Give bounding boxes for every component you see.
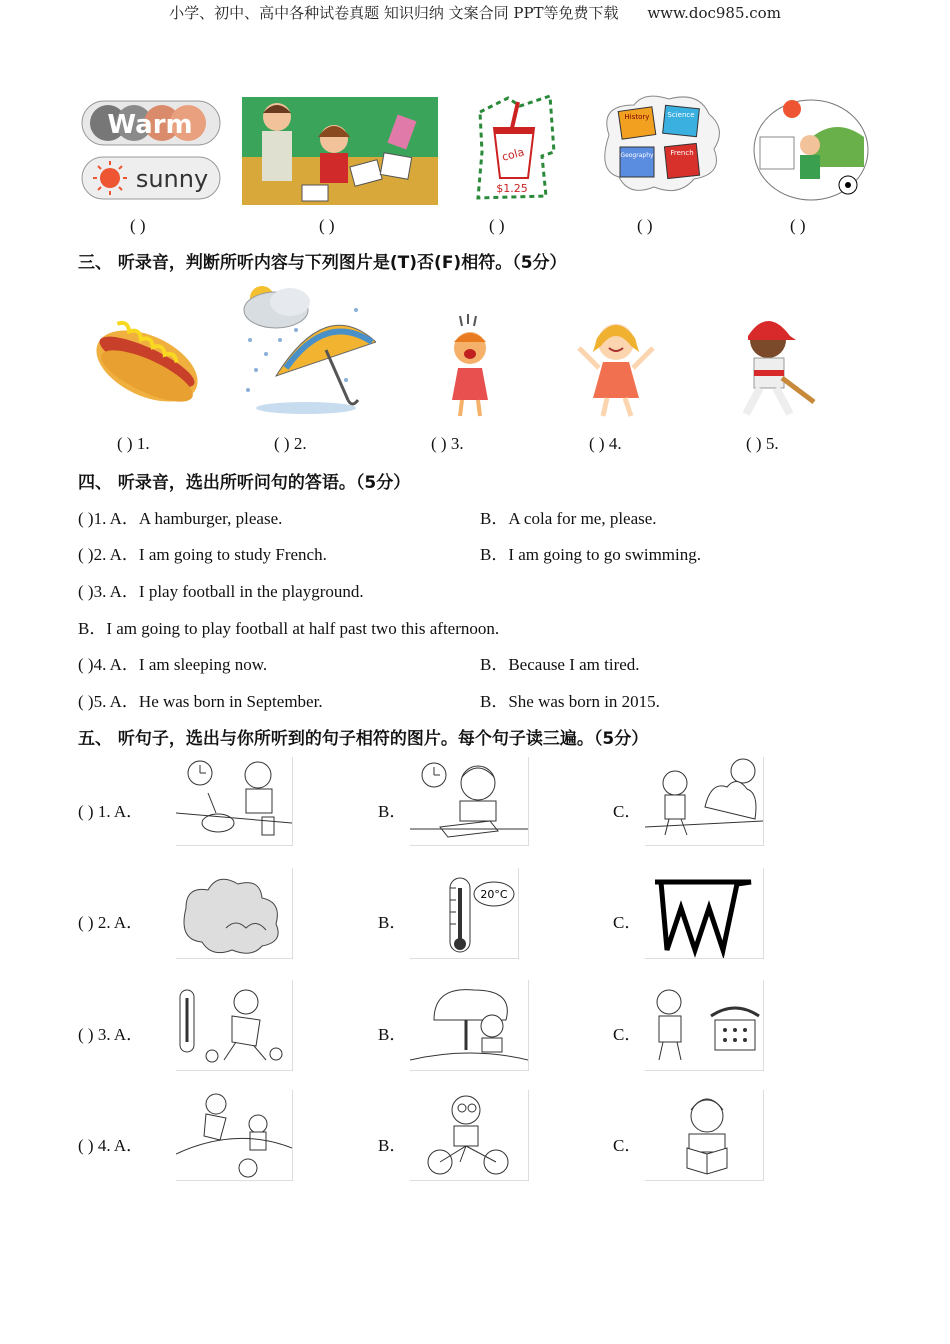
thermometer-label: 20°C bbox=[480, 888, 508, 901]
header-url: www.doc985.com bbox=[647, 4, 781, 22]
top-blank-1[interactable]: ( ) bbox=[130, 216, 146, 235]
sec5-row3-a-label[interactable]: ( ) 3. A． bbox=[78, 1025, 144, 1044]
hotdog-picture bbox=[88, 310, 206, 418]
crying-girl-picture bbox=[438, 312, 502, 418]
sec5-q2-c-picture[interactable] bbox=[645, 868, 764, 959]
sec5-q4-c-picture[interactable] bbox=[645, 1090, 764, 1181]
q1-option-a[interactable]: ( )1. A．A hamburger, please. bbox=[78, 509, 283, 528]
warm-sunny-picture bbox=[80, 97, 225, 205]
sec5-row2-b-label: B． bbox=[378, 913, 407, 932]
cola-text: cola bbox=[500, 145, 526, 164]
sec5-q1-a-picture[interactable] bbox=[176, 757, 293, 846]
q3-option-a[interactable]: ( )3. A．I play football in the playground. bbox=[78, 582, 364, 601]
sec5-q4-a-picture[interactable] bbox=[176, 1090, 293, 1181]
book-history: History bbox=[624, 113, 650, 121]
top-blank-2[interactable]: ( ) bbox=[319, 216, 335, 235]
section4-title: 四、 听录音，选出所听问句的答语。（5分） bbox=[78, 473, 411, 493]
top-blank-4[interactable]: ( ) bbox=[637, 216, 653, 235]
sec5-q1-c-picture[interactable] bbox=[645, 757, 764, 846]
sec5-row2-c-label: C． bbox=[613, 913, 642, 932]
sec5-row1-b-label: B． bbox=[378, 802, 407, 821]
sec5-q1-b-picture[interactable] bbox=[410, 757, 529, 846]
price-text: $1.25 bbox=[496, 182, 528, 195]
sec3-item-2[interactable]: ( ) 2. bbox=[274, 434, 307, 453]
sec3-item-1[interactable]: ( ) 1. bbox=[117, 434, 150, 453]
sec5-row1-a-label[interactable]: ( ) 1. A． bbox=[78, 802, 144, 821]
sec5-row2-a-label[interactable]: ( ) 2. A． bbox=[78, 913, 144, 932]
sec3-item-5[interactable]: ( ) 5. bbox=[746, 434, 779, 453]
kids-playing-picture bbox=[752, 97, 870, 203]
sec3-item-4[interactable]: ( ) 4. bbox=[589, 434, 622, 453]
q4-option-a[interactable]: ( )4. A．I am sleeping now. bbox=[78, 655, 268, 674]
q2-option-a[interactable]: ( )2. A．I am going to study French. bbox=[78, 545, 327, 564]
sec5-row4-c-label: C． bbox=[613, 1136, 642, 1155]
section3-title: 三、 听录音，判断所听内容与下列图片是(T)否(F)相符。（5分） bbox=[78, 253, 567, 273]
books-thought-picture bbox=[594, 95, 724, 205]
sec5-row3-b-label: B． bbox=[378, 1025, 407, 1044]
q5-option-a[interactable]: ( )5. A．He was born in September. bbox=[78, 692, 323, 711]
sunny-text: sunny bbox=[135, 165, 209, 193]
q2-option-b[interactable]: B．I am going to go swimming. bbox=[480, 545, 701, 564]
sec5-row4-a-label[interactable]: ( ) 4. A． bbox=[78, 1136, 144, 1155]
section5-title: 五、 听句子，选出与你所听到的句子相符的图片。每个句子读三遍。（5分） bbox=[78, 729, 649, 749]
book-science: Science bbox=[667, 111, 695, 119]
sec5-q2-b-picture[interactable] bbox=[410, 868, 519, 959]
q4-option-b[interactable]: B．Because I am tired. bbox=[480, 655, 640, 674]
top-blank-5[interactable]: ( ) bbox=[790, 216, 806, 235]
q5-option-b[interactable]: B．She was born in 2015. bbox=[480, 692, 660, 711]
sec5-q2-a-picture[interactable] bbox=[176, 868, 293, 959]
header-left-text: 小学、初中、高中各种试卷真题 知识归纳 文案合同 PPT等免费下载 bbox=[169, 4, 619, 22]
sec5-row3-c-label: C． bbox=[613, 1025, 642, 1044]
baseball-kid-picture bbox=[730, 310, 826, 420]
sec5-row4-b-label: B． bbox=[378, 1136, 407, 1155]
sec3-item-3[interactable]: ( ) 3. bbox=[431, 434, 464, 453]
cola-picture bbox=[472, 92, 558, 204]
rainy-umbrella-picture bbox=[236, 280, 376, 418]
top-blank-3[interactable]: ( ) bbox=[489, 216, 505, 235]
warm-text: Warm bbox=[107, 110, 193, 140]
book-french: French bbox=[670, 149, 694, 157]
q1-option-b[interactable]: B．A cola for me, please. bbox=[480, 509, 657, 528]
kids-drawing-picture bbox=[242, 97, 438, 205]
sec5-q3-a-picture[interactable] bbox=[176, 980, 293, 1071]
happy-girl-picture bbox=[573, 312, 659, 420]
book-geography: Geography bbox=[620, 152, 654, 159]
page-header bbox=[0, 2, 950, 23]
sec5-row1-c-label: C． bbox=[613, 802, 642, 821]
q3-option-b[interactable]: B．I am going to play football at half past two this afternoon. bbox=[78, 619, 500, 638]
sec5-q3-b-picture[interactable] bbox=[410, 980, 529, 1071]
sec5-q4-b-picture[interactable] bbox=[410, 1090, 529, 1181]
sec5-q3-c-picture[interactable] bbox=[645, 980, 764, 1071]
